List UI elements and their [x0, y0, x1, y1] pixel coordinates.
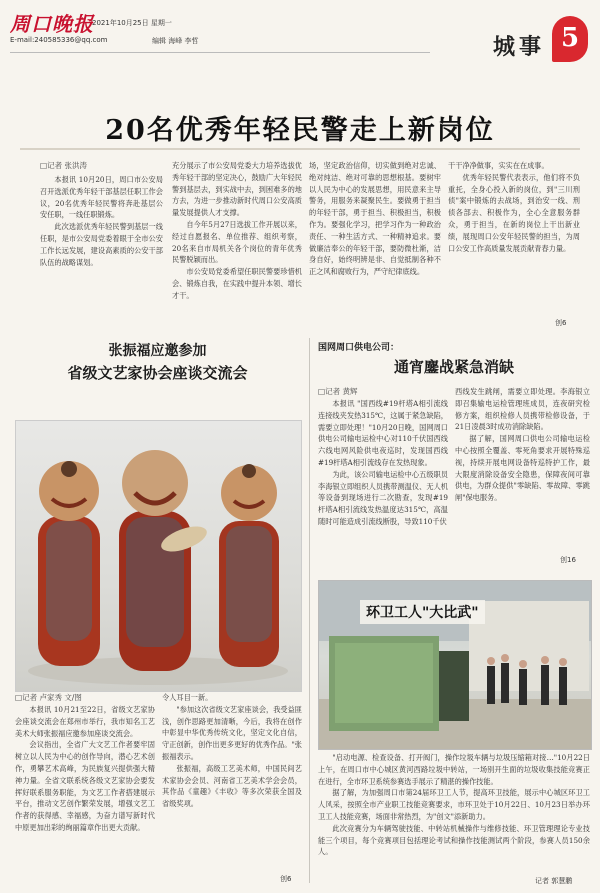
article3-kicker: 国网周口供电公司： — [318, 343, 400, 353]
article4-body — [318, 752, 590, 878]
paragraph: 充分展示了市公安局党委大力培养选拔优秀年轻干部的坚定决心，鼓励广大年轻民警到基层去，到实战中去，到困难多的地方去，为进一步推动新时代周口公安高质量发展提供人才支撑。 — [172, 161, 302, 218]
paragraph: 令人耳目一新。 — [162, 693, 213, 702]
article1-column-3 — [309, 160, 441, 330]
article2-column-2 — [162, 692, 302, 872]
article3-column-1 — [318, 398, 448, 563]
figurine-left — [38, 461, 100, 666]
paragraph: 据了解，为加强周口市第24届环卫工人节，提高环卫技能，展示中心城区环卫工人风采，按照全市产业职工技能竞赛要求，市环卫处于10月22日、10月23日举办环卫工人技能竞赛，场面非常热烈，为"创文"添新助力。 — [318, 788, 590, 821]
paragraph: 西线发生跳闸，需要立即处理。李海银立即召集输电运检管理班成员，连夜研究检修方案，组织检修人员携带检修设备，于21日凌晨3时成功消除缺陷。 — [455, 387, 590, 432]
paragraph: 本报讯 "国西线#19杆塔A相引流线连接线夹发热315℃，这属于紧急缺陷，需要立即处理！"10月20日晚，国网周口供电公司输电运检中心对110千伏国西线六线电网风险供电夜巡时，发现国西线#19杆塔A相引流线存在发热现象。 — [318, 399, 448, 467]
article1-column-1 — [40, 174, 163, 330]
paragraph: 此次竞赛分为车辆驾驶技能、中转站机械操作与维修技能、环卫管理理论专业技能三个项目，每个竞赛项目包括理论考试和操作技能测试两个阶段，参赛人员150余人。 — [318, 823, 590, 857]
paragraph: 会议指出，全省广大文艺工作者要牢固树立以人民为中心的创作导向，潜心艺术创作，勇攀艺术高峰，为民族复兴提供强大精神力量。全省文联系统各级文艺家协会要发挥好联系服务职能，为文艺工作者搭建展示平台，推动文艺创作繁荣发展，增强文艺工作者的获得感、幸福感，为奋力谱写新时代中原更加出彩的绚丽篇章作出更大贡献。 — [15, 740, 155, 832]
article2-title-line1: 张振福应邀参加 — [108, 343, 207, 359]
article1-column-2 — [172, 160, 302, 330]
paragraph: 场，坚定政治信仰，切实做到绝对忠诚、绝对纯洁、绝对可靠的思想根基。要树牢以人民为中心的发展思想，用民意来主导警务，用服务来凝聚民生。要做勇于担当的年轻干部，勇于担当、积极担当，积极作为。要强化学习，把学习作为一种政治责任、一种生活方式、一种精神追求。要做廉洁奉公的年轻干部，要防微杜渐，洁身自好，始终明辨是非、自觉抵制各种不正之风和腐败行为，严守纪律底线。 — [309, 161, 441, 277]
paragraph: 张振福，高级工艺美术师，中国民间艺术家协会会员、河南省工艺美术学会会员，其作品《童趣》《丰收》等多次荣获全国及省级奖项。 — [162, 763, 302, 809]
paragraph: "参加这次省级文艺家座谈会，我受益匪浅，创作思路更加清晰，今后，我将在创作中彰显中华优秀传统文化，坚定文化自信，守正创新，创作出更多更好的优秀作品。"张振福表示。 — [162, 704, 302, 761]
article2-end-sign: 创6 — [280, 875, 292, 883]
newspaper-logo: 周口晚报 — [10, 12, 94, 36]
article3-end-sign: 创16 — [560, 556, 576, 564]
paragraph: 据了解，国网周口供电公司输电运检中心按照全覆盖、零死角要求开展特殊巡视，持续开展电网设备特巡特护工作，最大限度消除设备安全隐患，保障夜间可靠供电，为群众提供"零缺陷、零故障、零跳闸"保电服务。 — [455, 434, 590, 503]
paragraph: 本报讯 10月21至22日，省级文艺家协会座谈交流会在郑州市举行，我市知名工艺美术大师张振福应邀参加座谈交流会。 — [15, 705, 155, 738]
article1-byline: □记者 张洪涛 — [40, 161, 87, 170]
article1-headline: 20名优秀年轻民警走上新岗位 — [105, 115, 495, 146]
figurine-middle — [119, 450, 210, 671]
article3-byline: □记者 黄辉 — [318, 387, 358, 396]
section-name: 城事 — [492, 34, 545, 60]
paragraph: 市公安局党委希望任职民警要珍惜机会、锻炼自我，在实践中提升本领、增长才干。 — [172, 267, 302, 300]
paragraph: 本报讯 10月20日，周口市公安局召开选派优秀年轻干部基层任职工作会议，20名优秀年轻民警将奔赴基层公安任职，一线任职锻炼。 — [40, 175, 163, 220]
article2-byline: □记者 卢家秀 文/图 — [15, 693, 82, 702]
paragraph: 优秀年轻民警代表表示，他们将不负重托，全身心投入新的岗位，到"三川刑侦"案中锻炼的去战场，到治安一线、刑侦各部去、积极作为，全心全意服务群众，勇于担当，在新的岗位上干出新业绩，展现周口公安年轻民警的担当，为周口公安工作高质量发展贡献青春力量。 — [448, 172, 580, 253]
article3-column-2 — [455, 386, 590, 556]
paragraph: 为此，该公司输电运检中心五级职员李海银立即组织人员携带测温仪、无人机等设备到现场进行二次勘查，发现#19杆塔A相引流线发热温度达315℃，高温随时可能造成引流线断股，导致110千伏 — [318, 469, 448, 526]
article4-signature: 记者 郭慧鹏 — [535, 877, 573, 885]
article1-column-4 — [448, 160, 580, 325]
paragraph: 此次选派优秀年轻民警到基层一线任职，是市公安局党委着眼于全市公安工作长远发展，建设高素质的公安干部队伍的战略谋划。 — [40, 222, 163, 267]
figurine-right — [219, 464, 279, 667]
article2-column-1 — [15, 704, 155, 886]
paragraph: "启动电源、检查设备、打开阀门，操作垃圾车辆与垃圾压缩箱对接…"10月22日上午，在周口市中心城区黄河西路垃圾中转站，一场别开生面的垃圾收集技能竞赛正在进行，全市环卫系统参赛选手展示了精湛的操作技能。 — [318, 753, 590, 786]
masthead-rule — [10, 52, 430, 53]
column-divider — [309, 338, 310, 883]
article3-title: 通宵鏖战紧急消缺 — [393, 358, 514, 376]
clay-figurines-image — [16, 421, 301, 691]
editors: 编辑 海峰 李哲 — [152, 37, 199, 45]
article4-title: 环卫工人"大比武" — [360, 600, 485, 624]
article2-photo — [15, 420, 302, 692]
page-number-badge: 5 — [552, 16, 588, 62]
headline-rule — [20, 148, 580, 150]
paragraph: 自今年5月27日选拔工作开展以来，经过自愿报名、单位推荐、组织考察，20名来自市局机关各个岗位的青年优秀民警脱颖而出。 — [172, 219, 302, 265]
article2-title-line2: 省级文艺家协会座谈交流会 — [67, 364, 248, 382]
contact-email: E-mail:240585336@qq.com — [10, 36, 108, 44]
article1-end-sign: 创6 — [555, 319, 567, 327]
paragraph: 干干净净做事，实实在在成事。 — [448, 161, 549, 170]
issue-date: 2021年10月25日 星期一 — [92, 19, 172, 27]
masthead — [0, 0, 600, 70]
